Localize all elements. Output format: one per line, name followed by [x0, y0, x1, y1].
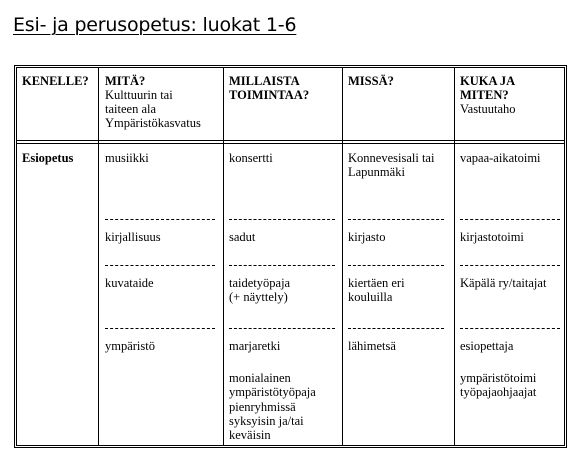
- dashed-separator: [105, 328, 215, 329]
- header-millaista-toimintaa: [229, 74, 309, 102]
- entry-location: kirjasto: [348, 230, 386, 244]
- column-divider: [98, 68, 99, 445]
- activity-table: [14, 65, 567, 448]
- header-label: MITÄ?: [105, 74, 146, 88]
- header-divider: [17, 140, 564, 144]
- entry-location: kiertäen eri kouluilla: [348, 276, 405, 305]
- header-sublabel: Vastuutaho: [460, 102, 516, 116]
- entry-responsible: kirjastotoimi: [460, 230, 524, 244]
- column-divider: [223, 68, 224, 445]
- entry-activity: monialainen ympäristötyöpaja pienryhmissä syksyisin ja/tai keväisin: [229, 371, 316, 443]
- dashed-separator: [229, 265, 335, 266]
- entry-responsible: Käpälä ry/taitajat: [460, 276, 547, 290]
- header-kenelle: [22, 74, 89, 88]
- entry-responsible: esiopettaja: [460, 339, 514, 353]
- entry-art-form: kirjallisuus: [105, 230, 161, 244]
- header-label: MILLAISTA TOIMINTAA?: [229, 74, 310, 102]
- entry-art-form: ympäristö: [105, 339, 155, 353]
- entry-activity: sadut: [229, 230, 256, 244]
- entry-location: Konnevesisali tai Lapunmäki: [348, 151, 435, 180]
- entry-activity: taidetyöpaja (+ näyttely): [229, 276, 291, 305]
- entry-activity: konsertti: [229, 151, 273, 165]
- column-divider: [342, 68, 343, 445]
- entry-activity: marjaretki: [229, 339, 281, 353]
- header-label: KUKA JA MITEN?: [460, 74, 516, 102]
- header-missa: [348, 74, 394, 88]
- dashed-separator: [460, 219, 560, 220]
- dashed-separator: [105, 219, 215, 220]
- dashed-separator: [229, 328, 335, 329]
- dashed-separator: [348, 328, 444, 329]
- entry-responsible: vapaa-aikatoimi: [460, 151, 541, 165]
- dashed-separator: [229, 219, 335, 220]
- dashed-separator: [460, 328, 560, 329]
- header-label: MISSÄ?: [348, 74, 394, 88]
- entry-responsible: ympäristötoimi työpajaohjaajat: [460, 371, 537, 400]
- row-label-esiopetus: Esiopetus: [22, 151, 74, 165]
- dashed-separator: [460, 265, 560, 266]
- header-label: KENELLE?: [22, 74, 89, 88]
- dashed-separator: [348, 219, 444, 220]
- header-sublabel: Kulttuurin tai taiteen ala Ympäristökasvatus: [105, 88, 201, 130]
- dashed-separator: [105, 265, 215, 266]
- page-title: Esi- ja perusopetus: luokat 1-6: [13, 14, 297, 36]
- column-divider: [454, 68, 455, 445]
- entry-art-form: musiikki: [105, 151, 149, 165]
- dashed-separator: [348, 265, 444, 266]
- entry-location: lähimetsä: [348, 339, 396, 353]
- entry-art-form: kuvataide: [105, 276, 154, 290]
- header-kuka-ja-miten: [460, 74, 516, 116]
- header-mita: [105, 74, 201, 130]
